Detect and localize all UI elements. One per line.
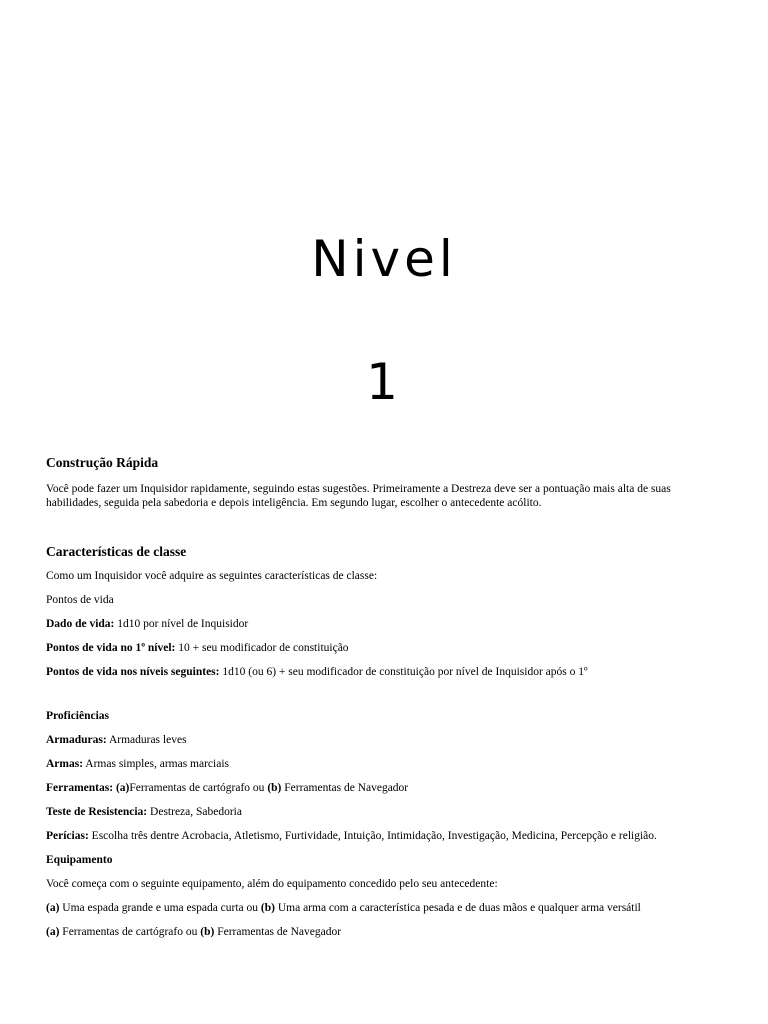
- page-title-number: 1: [366, 353, 402, 411]
- hp-first-level-value: 10 + seu modificador de constituição: [175, 642, 349, 654]
- saving-throws-value: Destreza, Sabedoria: [147, 806, 242, 818]
- equipment-item-1-option-a: (a): [46, 902, 60, 914]
- proficiencies-heading: [46, 709, 726, 723]
- quick-build-text: Você pode fazer um Inquisidor rapidamente, seguindo estas sugestões. Primeiramente a Destreza deve ser a pontuação mais alta de suas habilidades, seguida pela sabedoria e depois inteligência. Em segundo lugar, escolher o antecedente acólito.: [46, 483, 671, 509]
- tools-line: [46, 781, 726, 795]
- hit-dice-label: Dado de vida:: [46, 618, 115, 630]
- equipment-item-1-option-a-text: Uma espada grande e uma espada curta ou: [59, 902, 259, 914]
- saving-throws-line: [46, 805, 726, 819]
- equipment-item-2-option-b: (b): [197, 926, 215, 938]
- weapons-value: Armas simples, armas marciais: [83, 758, 229, 770]
- equipment-item-1-option-b: (b): [258, 902, 275, 914]
- equipment-item-2: [46, 925, 726, 939]
- class-features-heading: Características de classe: [46, 544, 187, 559]
- equipment-item-2-option-b-text: Ferramentas de Navegador: [214, 926, 342, 938]
- hp-next-levels-line: [46, 665, 726, 679]
- equipment-heading-text: Equipamento: [46, 854, 113, 866]
- hit-dice-value: 1d10 por nível de Inquisidor: [114, 618, 249, 630]
- armor-value: Armaduras leves: [106, 734, 187, 746]
- hp-next-levels-label: Pontos de vida nos níveis seguintes:: [46, 666, 220, 678]
- skills-value: Escolha três dentre Acrobacia, Atletismo, Furtividade, Intuição, Intimidação, Investigação, Medicina, Percepção e religião.: [88, 830, 657, 842]
- document-body: [46, 456, 726, 939]
- equipment-intro: Você começa com o seguinte equipamento, além do equipamento concedido pelo seu antecedente:: [46, 878, 498, 890]
- tools-option-b: (b): [264, 782, 282, 794]
- equipment-heading: [46, 853, 726, 867]
- hit-dice-line: [46, 617, 726, 631]
- hp-next-levels-value: 1d10 (ou 6) + seu modificador de constituição por nível de Inquisidor após o 1º: [219, 666, 588, 678]
- equipment-item-2-option-a-text: Ferramentas de cartógrafo ou: [59, 926, 198, 938]
- hp-first-level-line: [46, 641, 726, 655]
- tools-label: Ferramentas:: [46, 782, 114, 794]
- armor-line: [46, 733, 726, 747]
- hit-points-title: Pontos de vida: [46, 594, 114, 606]
- weapons-line: [46, 757, 726, 771]
- equipment-item-1: [46, 901, 726, 915]
- tools-option-a: (a): [113, 782, 130, 794]
- proficiencies-heading-text: Proficiências: [46, 710, 110, 722]
- hp-first-level-label: Pontos de vida no 1º nível:: [46, 642, 176, 654]
- armor-label: Armaduras:: [46, 734, 107, 746]
- equipment-item-1-option-b-text: Uma arma com a característica pesada e de duas mãos e qualquer arma versátil: [274, 902, 641, 914]
- tools-option-a-text: Ferramentas de cartógrafo ou: [129, 782, 265, 794]
- quick-build-heading: Construção Rápida: [46, 455, 159, 470]
- class-features-intro: Como um Inquisidor você adquire as seguintes características de classe:: [46, 570, 378, 582]
- weapons-label: Armas:: [46, 758, 84, 770]
- skills-label: Perícias:: [46, 830, 89, 842]
- tools-option-b-text: Ferramentas de Navegador: [281, 782, 409, 794]
- equipment-item-2-option-a: (a): [46, 926, 60, 938]
- skills-line: [46, 829, 726, 843]
- saving-throws-label: Teste de Resistencia:: [46, 806, 148, 818]
- page-title: Nivel: [311, 230, 457, 288]
